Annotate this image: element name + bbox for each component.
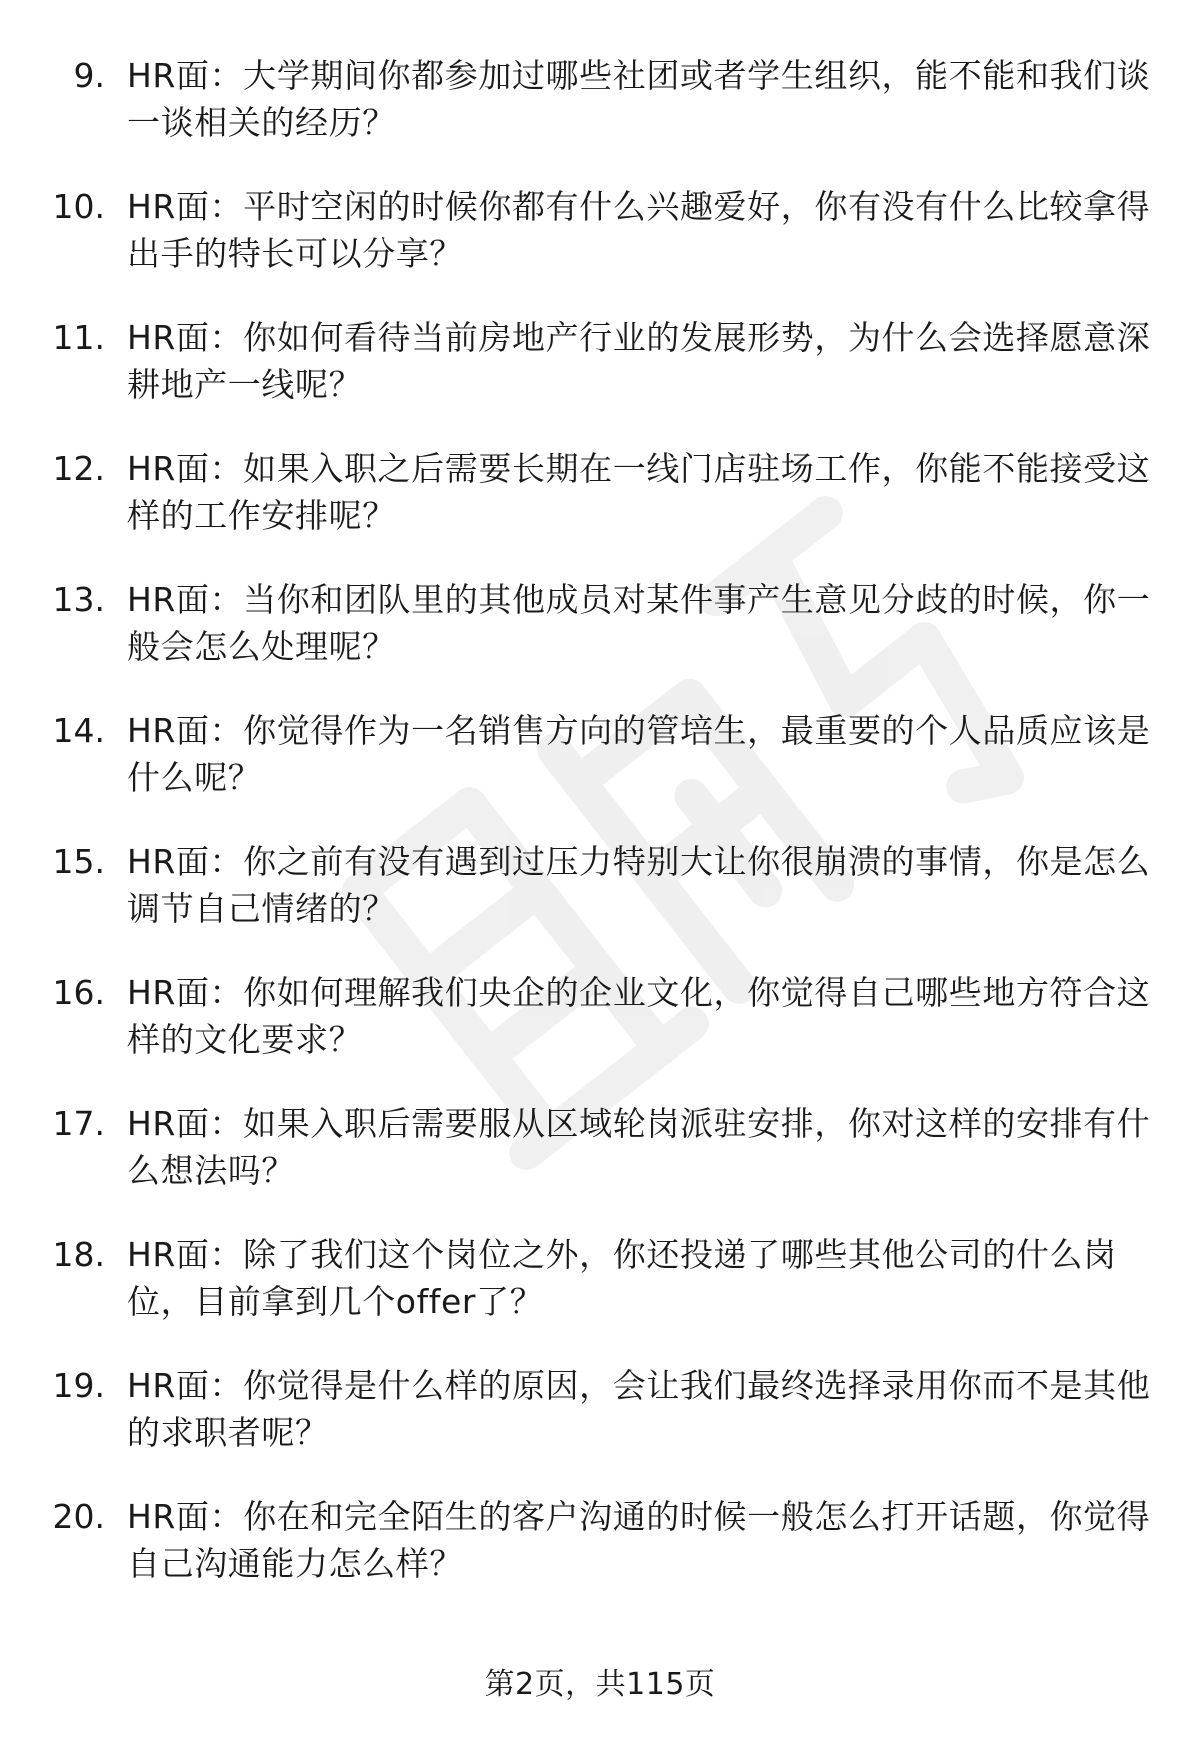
question-text: HR面：你如何看待当前房地产行业的发展形势，为什么会选择愿意深耕地产一线呢？ — [127, 318, 1151, 404]
question-number: 12. — [52, 449, 105, 488]
question-item — [0, 707, 1200, 838]
question-text: HR面：平时空闲的时候你都有什么兴趣爱好，你有没有什么比较拿得出手的特长可以分享？ — [127, 187, 1151, 273]
question-number: 20. — [52, 1497, 105, 1536]
question-item — [0, 52, 1200, 183]
question-item — [0, 838, 1200, 969]
question-item — [0, 1362, 1200, 1493]
question-item — [0, 576, 1200, 707]
question-number: 17. — [52, 1104, 105, 1143]
question-item — [0, 1100, 1200, 1231]
question-item — [0, 314, 1200, 445]
question-number: 13. — [52, 580, 105, 619]
question-number: 10. — [52, 187, 105, 226]
question-item — [0, 445, 1200, 576]
question-number: 14. — [52, 711, 105, 750]
question-text: HR面：你觉得是什么样的原因，会让我们最终选择录用你而不是其他的求职者呢？ — [127, 1366, 1151, 1452]
question-number: 15. — [52, 842, 105, 881]
question-text: HR面：大学期间你都参加过哪些社团或者学生组织，能不能和我们谈一谈相关的经历？ — [127, 56, 1151, 142]
question-text: HR面：你如何理解我们央企的企业文化，你觉得自己哪些地方符合这样的文化要求？ — [127, 973, 1151, 1059]
question-number: 9. — [73, 56, 105, 95]
question-item — [0, 969, 1200, 1100]
question-text: HR面：你觉得作为一名销售方向的管培生，最重要的个人品质应该是什么呢？ — [127, 711, 1151, 797]
question-number: 16. — [52, 973, 105, 1012]
question-text: HR面：你之前有没有遇到过压力特别大让你很崩溃的事情，你是怎么调节自己情绪的？ — [127, 842, 1151, 928]
question-text: HR面：你在和完全陌生的客户沟通的时候一般怎么打开话题，你觉得自己沟通能力怎么样？ — [127, 1497, 1151, 1583]
page-footer: 第2页，共115页 — [484, 1667, 716, 1702]
question-text: HR面：如果入职之后需要长期在一线门店驻场工作，你能不能接受这样的工作安排呢？ — [127, 449, 1151, 535]
question-number: 18. — [52, 1235, 105, 1274]
question-item — [0, 1493, 1200, 1624]
question-text: HR面：如果入职后需要服从区域轮岗派驻安排，你对这样的安排有什么想法吗？ — [127, 1104, 1151, 1190]
question-number: 11. — [52, 318, 105, 357]
question-text: HR面：除了我们这个岗位之外，你还投递了哪些其他公司的什么岗位，目前拿到几个offer了？ — [127, 1235, 1117, 1321]
question-number: 19. — [52, 1366, 105, 1405]
question-text: HR面：当你和团队里的其他成员对某件事产生意见分歧的时候，你一般会怎么处理呢？ — [127, 580, 1151, 666]
question-item — [0, 183, 1200, 314]
question-item — [0, 1231, 1200, 1362]
question-list — [0, 52, 1200, 1624]
